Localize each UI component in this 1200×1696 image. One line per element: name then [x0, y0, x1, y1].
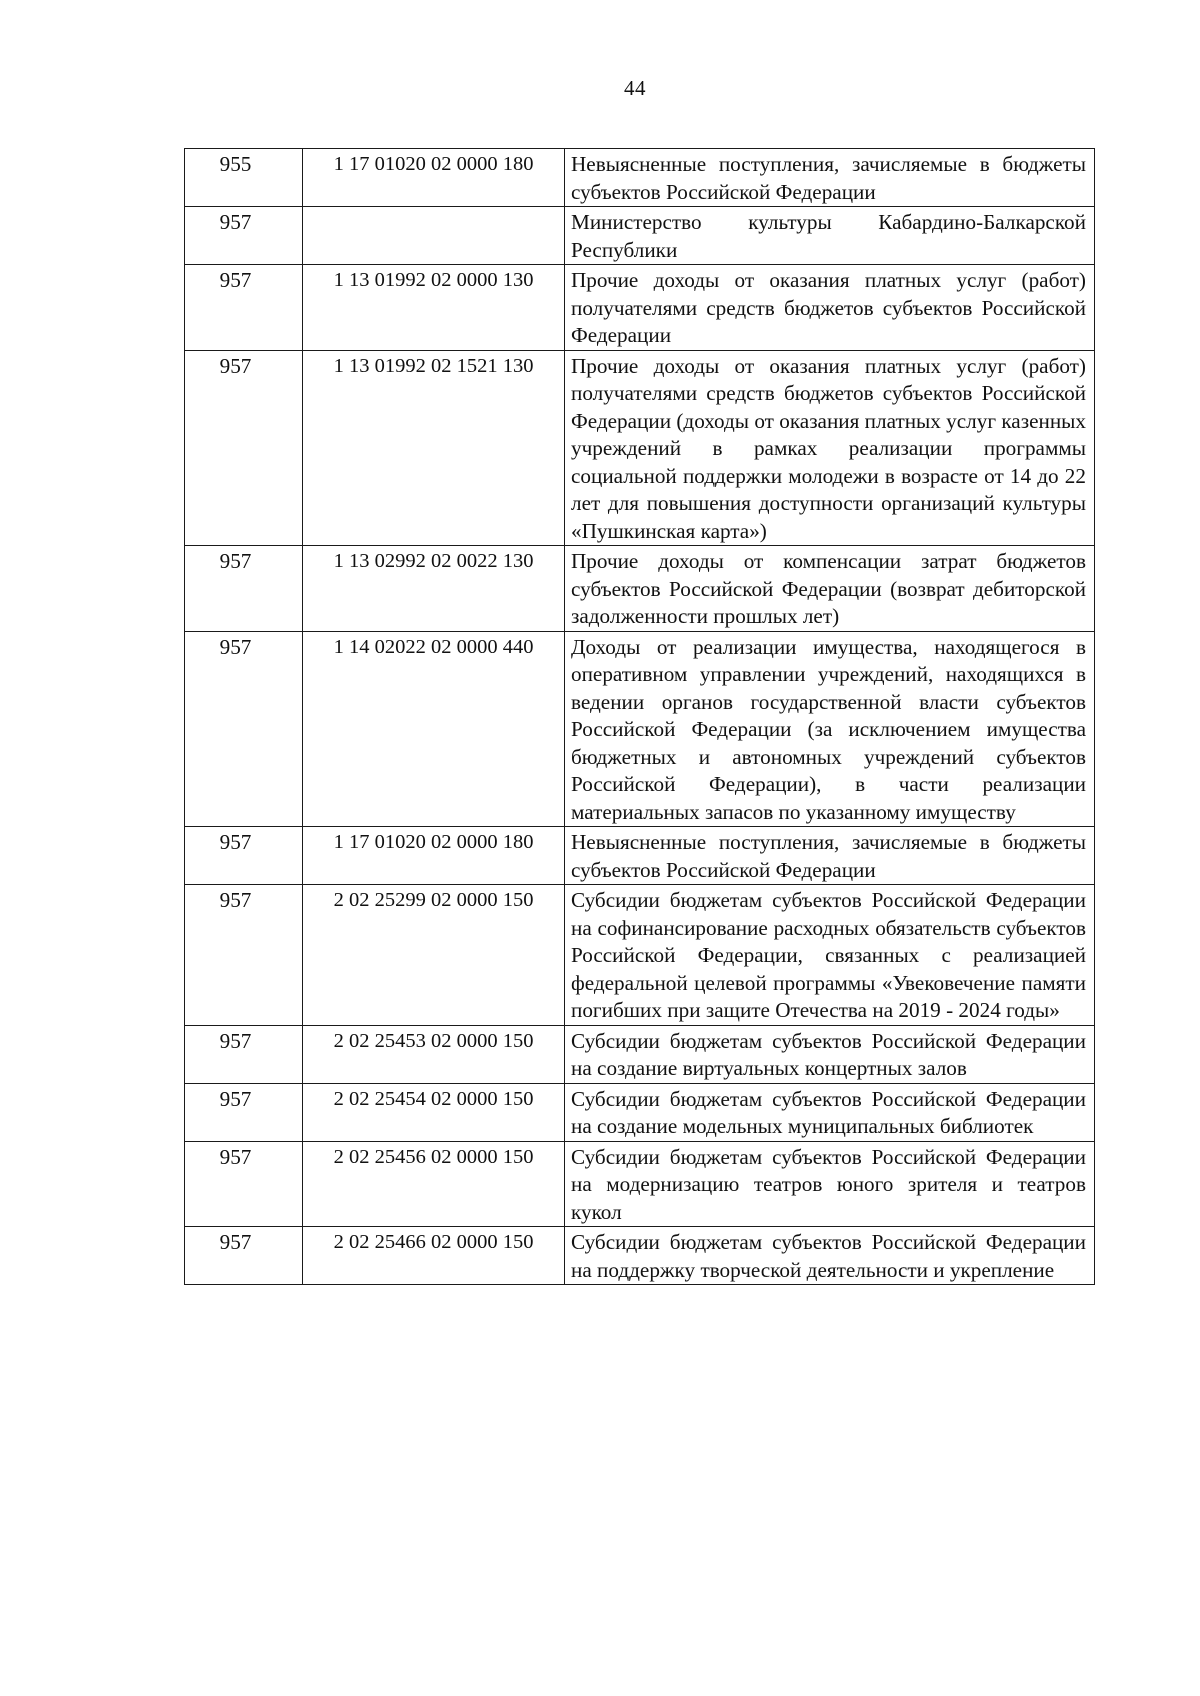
- admin-code-cell: 957: [185, 827, 303, 885]
- admin-code-cell: 957: [185, 350, 303, 546]
- page-number: 44: [624, 76, 646, 100]
- budget-code-cell: 1 13 01992 02 0000 130: [303, 265, 565, 351]
- table-row: [185, 1141, 1095, 1227]
- budget-code-cell: 2 02 25456 02 0000 150: [303, 1141, 565, 1227]
- revenue-name-cell: Прочие доходы от компенсации затрат бюджетов субъектов Российской Федерации (возврат дебиторской задолженности прошлых лет): [565, 546, 1095, 632]
- revenue-name-cell: Министерство культуры Кабардино-Балкарской Республики: [565, 207, 1095, 265]
- table-row: [185, 546, 1095, 632]
- budget-code-cell: [303, 207, 565, 265]
- revenue-name-cell: Субсидии бюджетам субъектов Российской Федерации на софинансирование расходных обязательств субъектов Российской Федерации, связанных с реализацией федеральной целевой программы «Увековечение памяти погибших при защите Отечества на 2019 - 2024 годы»: [565, 885, 1095, 1026]
- admin-code-cell: 957: [185, 1025, 303, 1083]
- table-row: [185, 350, 1095, 546]
- budget-code-cell: 1 13 01992 02 1521 130: [303, 350, 565, 546]
- revenue-name-cell: Субсидии бюджетам субъектов Российской Федерации на модернизацию театров юного зрителя и театров кукол: [565, 1141, 1095, 1227]
- admin-code-cell: 955: [185, 149, 303, 207]
- revenue-name-cell: Доходы от реализации имущества, находящегося в оперативном управлении учреждений, находящихся в ведении органов государственной власти субъектов Российской Федерации (за исключением имущества бюджетных и автономных учреждений субъектов Российской Федерации), в части реализации материальных запасов по указанному имуществу: [565, 631, 1095, 827]
- table-row: [185, 1083, 1095, 1141]
- admin-code-cell: 957: [185, 265, 303, 351]
- admin-code-cell: 957: [185, 885, 303, 1026]
- table-row: [185, 265, 1095, 351]
- table-row: [185, 631, 1095, 827]
- admin-code-cell: 957: [185, 631, 303, 827]
- admin-code-cell: 957: [185, 1141, 303, 1227]
- table-row: [185, 827, 1095, 885]
- admin-code-cell: 957: [185, 1227, 303, 1285]
- table-row: [185, 1025, 1095, 1083]
- budget-code-cell: 2 02 25299 02 0000 150: [303, 885, 565, 1026]
- revenue-name-cell: Субсидии бюджетам субъектов Российской Федерации на создание модельных муниципальных библиотек: [565, 1083, 1095, 1141]
- revenue-name-cell: Невыясненные поступления, зачисляемые в бюджеты субъектов Российской Федерации: [565, 149, 1095, 207]
- revenue-name-cell: Невыясненные поступления, зачисляемые в бюджеты субъектов Российской Федерации: [565, 827, 1095, 885]
- table-row: [185, 207, 1095, 265]
- revenue-name-cell: Прочие доходы от оказания платных услуг (работ) получателями средств бюджетов субъектов Российской Федерации: [565, 265, 1095, 351]
- table-row: [185, 149, 1095, 207]
- table-row: [185, 885, 1095, 1026]
- budget-code-cell: 1 17 01020 02 0000 180: [303, 827, 565, 885]
- budget-code-cell: 2 02 25453 02 0000 150: [303, 1025, 565, 1083]
- table-row: [185, 1227, 1095, 1285]
- budget-code-cell: 1 17 01020 02 0000 180: [303, 149, 565, 207]
- revenue-name-cell: Субсидии бюджетам субъектов Российской Федерации на создание виртуальных концертных залов: [565, 1025, 1095, 1083]
- budget-code-cell: 1 14 02022 02 0000 440: [303, 631, 565, 827]
- admin-code-cell: 957: [185, 1083, 303, 1141]
- revenue-name-cell: Прочие доходы от оказания платных услуг (работ) получателями средств бюджетов субъектов Российской Федерации (доходы от оказания платных услуг казенных учреждений в рамках реализации программы социальной поддержки молодежи в возрасте от 14 до 22 лет для повышения доступности организаций культуры «Пушкинская карта»): [565, 350, 1095, 546]
- admin-code-cell: 957: [185, 207, 303, 265]
- revenue-name-cell: Субсидии бюджетам субъектов Российской Федерации на поддержку творческой деятельности и укрепление: [565, 1227, 1095, 1285]
- budget-code-cell: 2 02 25454 02 0000 150: [303, 1083, 565, 1141]
- revenue-codes-table: [184, 148, 1095, 1285]
- budget-code-cell: 2 02 25466 02 0000 150: [303, 1227, 565, 1285]
- admin-code-cell: 957: [185, 546, 303, 632]
- budget-code-cell: 1 13 02992 02 0022 130: [303, 546, 565, 632]
